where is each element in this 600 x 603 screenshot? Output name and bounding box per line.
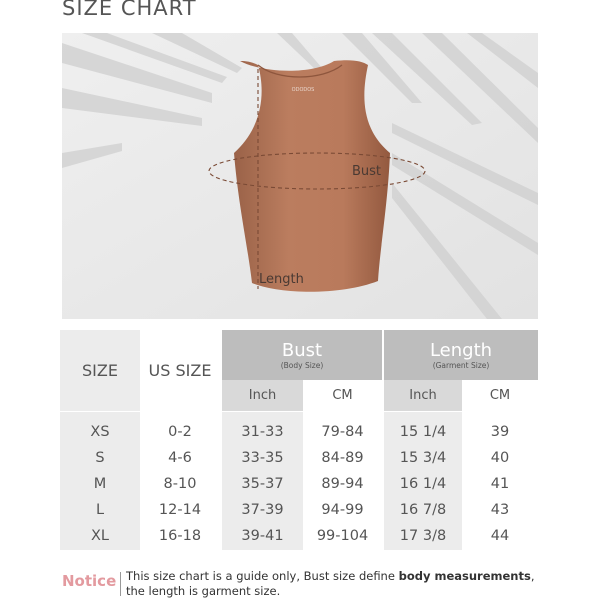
header-bust: Bust xyxy=(281,340,323,361)
header-bust-cell xyxy=(222,330,382,380)
bust-inch-cell: 37-39 xyxy=(241,502,284,518)
bust-inch-cell: 35-37 xyxy=(241,476,284,492)
subheader-length-cm xyxy=(462,380,538,411)
bust-inch-label: Inch xyxy=(248,388,277,403)
us-size-cell: 16-18 xyxy=(158,528,202,544)
brand-tag: ODODOS xyxy=(291,87,315,93)
header-bust-sub: (Body Size) xyxy=(280,361,324,370)
bust-cm-cell: 79-84 xyxy=(321,424,364,440)
product-photo xyxy=(62,33,538,319)
notice-divider xyxy=(120,572,121,596)
bust-cm-cell: 94-99 xyxy=(321,502,364,518)
bust-inch-cell: 33-35 xyxy=(241,450,284,466)
bust-cm-cell: 99-104 xyxy=(316,528,369,544)
us-size-cell: 12-14 xyxy=(158,502,202,518)
bust-cm-label: CM xyxy=(332,388,353,403)
length-cm-label: CM xyxy=(489,388,511,403)
us-size-cell: 0-2 xyxy=(168,424,192,440)
us-size-cell: 4-6 xyxy=(168,450,192,466)
header-us-size: US SIZE xyxy=(148,361,212,380)
length-cm-cell: 39 xyxy=(490,424,510,440)
notice xyxy=(62,569,542,603)
header-us-size-cell xyxy=(140,330,220,411)
length-inch-cell: 17 3/8 xyxy=(399,528,447,544)
header-length-cell xyxy=(384,330,538,380)
table-row xyxy=(60,419,538,445)
notice-text-c: the length is garment size. xyxy=(126,584,281,598)
length-inch-label: Inch xyxy=(409,388,437,403)
page-title: SIZE CHART xyxy=(62,0,197,20)
header-size-cell xyxy=(60,330,140,411)
notice-text-a: This size chart is a guide only, Bust size define xyxy=(126,569,399,583)
size-cell: L xyxy=(95,502,105,518)
length-inch-cell: 16 7/8 xyxy=(399,502,447,518)
length-inch-cell: 16 1/4 xyxy=(399,476,447,492)
length-label: Length xyxy=(259,272,304,287)
size-cell: S xyxy=(95,450,105,466)
table-row xyxy=(60,445,538,471)
table-row xyxy=(60,523,538,549)
notice-label: Notice xyxy=(62,572,117,590)
header-size: SIZE xyxy=(82,361,118,380)
size-cell: M xyxy=(93,476,107,492)
length-inch-cell: 15 3/4 xyxy=(399,450,447,466)
length-cm-cell: 43 xyxy=(490,502,510,518)
header-length: Length xyxy=(429,340,493,361)
length-cm-cell: 40 xyxy=(490,450,510,466)
subheader-bust-cm xyxy=(303,380,382,411)
bust-cm-cell: 89-94 xyxy=(321,476,364,492)
table-row xyxy=(60,471,538,497)
header-length-sub: (Garment Size) xyxy=(432,361,490,370)
subheader-bust-inch xyxy=(222,380,303,411)
size-cell: XS xyxy=(90,424,110,440)
bust-label: Bust xyxy=(352,164,382,179)
size-cell: XL xyxy=(90,528,109,544)
length-cm-cell: 44 xyxy=(490,528,510,544)
length-inch-cell: 15 1/4 xyxy=(399,424,447,440)
subheader-length-inch xyxy=(384,380,462,411)
table-row xyxy=(60,497,538,523)
notice-text xyxy=(126,569,546,599)
notice-text-b: , xyxy=(530,569,535,583)
notice-text-bold: body measurements xyxy=(398,569,531,583)
bust-inch-cell: 31-33 xyxy=(241,424,284,440)
length-cm-cell: 41 xyxy=(490,476,510,492)
us-size-cell: 8-10 xyxy=(163,476,197,492)
bust-cm-cell: 84-89 xyxy=(321,450,364,466)
bust-inch-cell: 39-41 xyxy=(241,528,284,544)
